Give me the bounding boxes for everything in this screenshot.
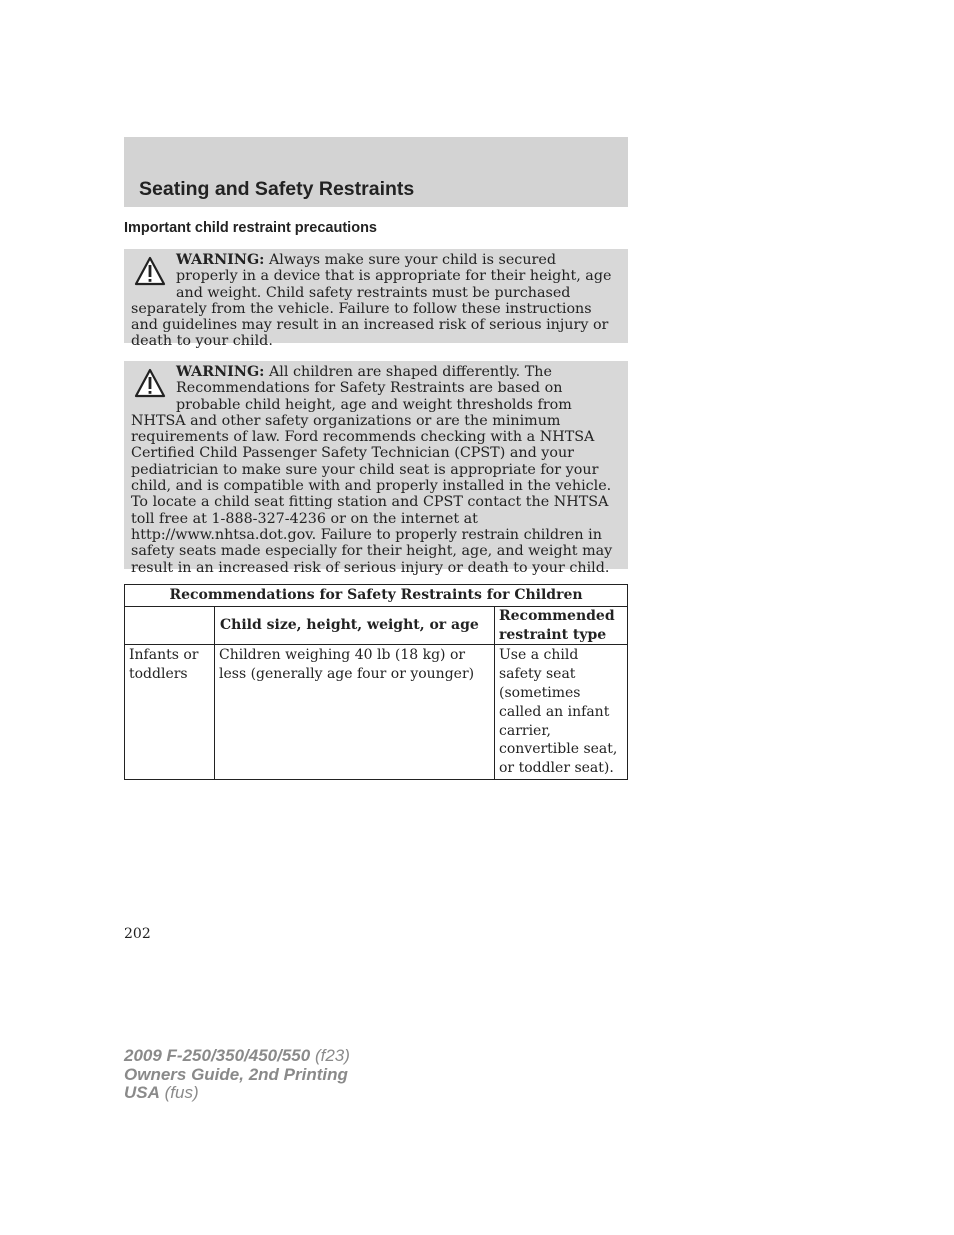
subheading: Important child restraint precautions	[124, 220, 377, 236]
footer-market: USA	[124, 1083, 160, 1102]
warning-label: WARNING:	[176, 364, 265, 380]
table-header-row	[125, 606, 628, 645]
warning-text: All children are shaped differently. The Recommendations for Safety Restraints are based on probable child height, age and weight thresholds from NHTSA and other safety organizations or are the minimum requirements of law. Ford recommends checking with a NHTSA Certified Child Passenger Safety Technician (CPST) and your pediatrician to make sure your child seat is appropriate for your child, and is compatible with and properly installed in the vehicle. To locate a child seat fitting station and CPST contact the NHTSA toll free at 1-888-327-4236 or on the internet at http://www.nhtsa.dot.gov. Failure to properly restrain children in safety seats made especially for their height, age, and weight may result in an increased risk of serious injury or death to your child.	[131, 364, 613, 576]
table-cell: Use a child safety seat (sometimes called an infant carrier, convertible seat, or toddler seat).	[495, 645, 628, 780]
warning-text: Always make sure your child is secured properly in a device that is appropriate for their height, age and weight. Child safety restraints must be purchased separately from the vehicle. Failure to follow these instructions and guidelines may result in an increased risk of serious injury or death to your child.	[131, 252, 612, 350]
table-cell: Children weighing 40 lb (18 kg) or less (generally age four or younger)	[215, 645, 495, 780]
footer-line-market	[124, 1084, 350, 1103]
table-cell: Infants or toddlers	[125, 645, 215, 780]
warning-box	[124, 361, 628, 576]
footer-market-code: (fus)	[159, 1083, 199, 1102]
recommendations-table	[124, 584, 628, 780]
footer-line-model	[124, 1047, 350, 1066]
warning-triangle-icon	[134, 368, 166, 398]
section-header	[124, 137, 628, 207]
footer-model: 2009 F-250/350/450/550	[124, 1046, 311, 1065]
warning-triangle-icon	[134, 256, 166, 286]
table-caption: Recommendations for Safety Restraints for Children	[125, 585, 628, 607]
footer	[124, 1047, 350, 1103]
column-header	[125, 606, 215, 645]
page-number: 202	[124, 926, 151, 942]
column-header: Child size, height, weight, or age	[215, 606, 495, 645]
warning-box	[124, 249, 628, 350]
table-row	[125, 645, 628, 780]
warning-label: WARNING:	[176, 252, 265, 268]
footer-model-code: (f23)	[310, 1046, 350, 1065]
footer-line-guide: Owners Guide, 2nd Printing	[124, 1064, 348, 1084]
column-header: Recommended restraint type	[495, 606, 628, 645]
section-title: Seating and Safety Restraints	[139, 178, 415, 200]
table-caption-row	[125, 585, 628, 607]
